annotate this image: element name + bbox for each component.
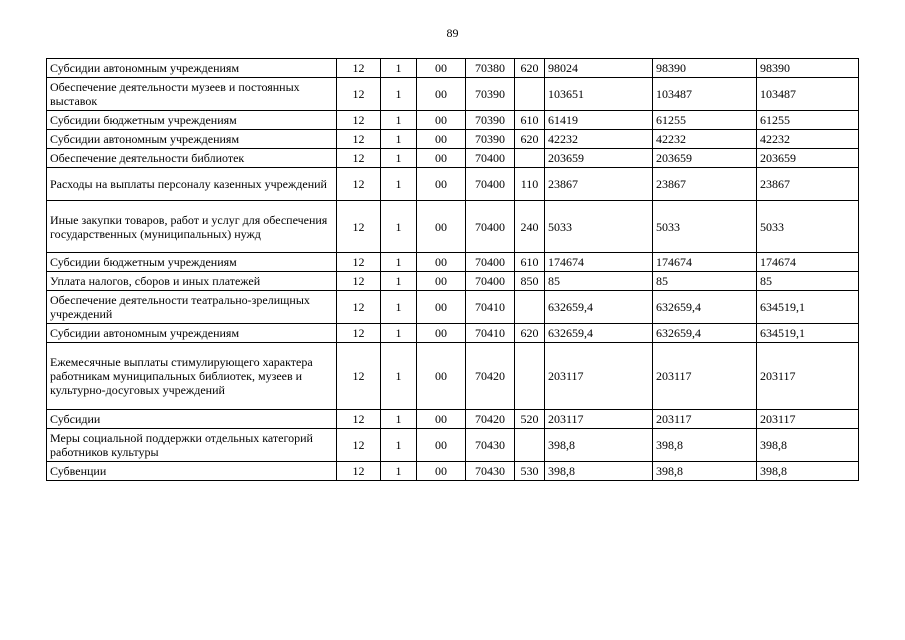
expense-type-code [515, 429, 545, 462]
amount-3: 98390 [757, 59, 859, 78]
amount-2: 85 [653, 272, 757, 291]
table-row [47, 462, 859, 481]
amount-3: 398,8 [757, 462, 859, 481]
target-code: 70400 [466, 149, 515, 168]
row-name: Уплата налогов, сборов и иных платежей [47, 272, 337, 291]
amount-3: 103487 [757, 78, 859, 111]
amount-2: 61255 [653, 111, 757, 130]
section-code: 12 [337, 343, 381, 410]
amount-2: 398,8 [653, 462, 757, 481]
expense-type-code: 620 [515, 130, 545, 149]
expense-type-code: 240 [515, 201, 545, 253]
subsection-code: 1 [381, 429, 417, 462]
table-row [47, 410, 859, 429]
target-code: 70400 [466, 168, 515, 201]
amount-3: 634519,1 [757, 291, 859, 324]
section-code: 12 [337, 462, 381, 481]
row-name: Субсидии бюджетным учреждениям [47, 253, 337, 272]
amount-3: 203117 [757, 343, 859, 410]
amount-3: 23867 [757, 168, 859, 201]
amount-2: 23867 [653, 168, 757, 201]
amount-1: 61419 [545, 111, 653, 130]
page-number: 89 [446, 26, 459, 40]
table-row [47, 291, 859, 324]
program-code: 00 [417, 410, 466, 429]
amount-3: 174674 [757, 253, 859, 272]
section-code: 12 [337, 130, 381, 149]
amount-2: 203659 [653, 149, 757, 168]
target-code: 70430 [466, 429, 515, 462]
program-code: 00 [417, 149, 466, 168]
subsection-code: 1 [381, 291, 417, 324]
program-code: 00 [417, 130, 466, 149]
row-name: Расходы на выплаты персоналу казенных учреждений [47, 168, 337, 201]
amount-1: 632659,4 [545, 324, 653, 343]
amount-1: 42232 [545, 130, 653, 149]
expense-type-code [515, 78, 545, 111]
program-code: 00 [417, 168, 466, 201]
amount-1: 103651 [545, 78, 653, 111]
target-code: 70380 [466, 59, 515, 78]
program-code: 00 [417, 59, 466, 78]
amount-2: 98390 [653, 59, 757, 78]
budget-table [46, 58, 859, 481]
program-code: 00 [417, 324, 466, 343]
subsection-code: 1 [381, 149, 417, 168]
expense-type-code: 520 [515, 410, 545, 429]
target-code: 70420 [466, 410, 515, 429]
section-code: 12 [337, 168, 381, 201]
expense-type-code: 620 [515, 324, 545, 343]
expense-type-code: 610 [515, 253, 545, 272]
amount-2: 632659,4 [653, 291, 757, 324]
target-code: 70390 [466, 78, 515, 111]
amount-3: 203659 [757, 149, 859, 168]
amount-2: 103487 [653, 78, 757, 111]
table-row [47, 343, 859, 410]
amount-1: 632659,4 [545, 291, 653, 324]
table-row [47, 111, 859, 130]
amount-3: 634519,1 [757, 324, 859, 343]
row-name: Субсидии бюджетным учреждениям [47, 111, 337, 130]
section-code: 12 [337, 149, 381, 168]
expense-type-code: 110 [515, 168, 545, 201]
subsection-code: 1 [381, 130, 417, 149]
table-row [47, 429, 859, 462]
section-code: 12 [337, 291, 381, 324]
target-code: 70430 [466, 462, 515, 481]
table-row [47, 272, 859, 291]
row-name: Субсидии автономным учреждениям [47, 324, 337, 343]
expense-type-code: 530 [515, 462, 545, 481]
subsection-code: 1 [381, 201, 417, 253]
section-code: 12 [337, 78, 381, 111]
program-code: 00 [417, 291, 466, 324]
amount-2: 174674 [653, 253, 757, 272]
amount-1: 398,8 [545, 429, 653, 462]
amount-1: 203659 [545, 149, 653, 168]
amount-3: 85 [757, 272, 859, 291]
table-row [47, 149, 859, 168]
amount-1: 174674 [545, 253, 653, 272]
target-code: 70390 [466, 130, 515, 149]
table-row [47, 78, 859, 111]
target-code: 70390 [466, 111, 515, 130]
expense-type-code: 610 [515, 111, 545, 130]
amount-2: 42232 [653, 130, 757, 149]
section-code: 12 [337, 272, 381, 291]
amount-1: 23867 [545, 168, 653, 201]
section-code: 12 [337, 59, 381, 78]
program-code: 00 [417, 111, 466, 130]
section-code: 12 [337, 410, 381, 429]
row-name: Субвенции [47, 462, 337, 481]
amount-2: 203117 [653, 343, 757, 410]
section-code: 12 [337, 324, 381, 343]
amount-3: 398,8 [757, 429, 859, 462]
row-name: Ежемесячные выплаты стимулирующего характера работникам муниципальных библиотек, музеев и культурно-досуговых учреждений [47, 343, 337, 410]
amount-3: 5033 [757, 201, 859, 253]
row-name: Обеспечение деятельности театрально-зрелищных учреждений [47, 291, 337, 324]
section-code: 12 [337, 253, 381, 272]
table-row [47, 59, 859, 78]
expense-type-code [515, 343, 545, 410]
amount-1: 398,8 [545, 462, 653, 481]
subsection-code: 1 [381, 253, 417, 272]
section-code: 12 [337, 201, 381, 253]
amount-1: 203117 [545, 343, 653, 410]
table-row [47, 168, 859, 201]
target-code: 70400 [466, 272, 515, 291]
subsection-code: 1 [381, 168, 417, 201]
program-code: 00 [417, 272, 466, 291]
expense-type-code: 850 [515, 272, 545, 291]
program-code: 00 [417, 343, 466, 410]
target-code: 70410 [466, 324, 515, 343]
amount-1: 85 [545, 272, 653, 291]
amount-2: 632659,4 [653, 324, 757, 343]
table-row [47, 130, 859, 149]
table-row [47, 324, 859, 343]
expense-type-code [515, 291, 545, 324]
expense-type-code [515, 149, 545, 168]
subsection-code: 1 [381, 111, 417, 130]
program-code: 00 [417, 429, 466, 462]
row-name: Иные закупки товаров, работ и услуг для обеспечения государственных (муниципальных) нужд [47, 201, 337, 253]
target-code: 70420 [466, 343, 515, 410]
amount-1: 203117 [545, 410, 653, 429]
subsection-code: 1 [381, 272, 417, 291]
row-name: Субсидии автономным учреждениям [47, 130, 337, 149]
amount-1: 5033 [545, 201, 653, 253]
target-code: 70400 [466, 253, 515, 272]
table-row [47, 201, 859, 253]
section-code: 12 [337, 429, 381, 462]
row-name: Меры социальной поддержки отдельных категорий работников культуры [47, 429, 337, 462]
subsection-code: 1 [381, 78, 417, 111]
amount-3: 42232 [757, 130, 859, 149]
amount-3: 61255 [757, 111, 859, 130]
amount-2: 5033 [653, 201, 757, 253]
section-code: 12 [337, 111, 381, 130]
row-name: Субсидии [47, 410, 337, 429]
table-row [47, 253, 859, 272]
amount-3: 203117 [757, 410, 859, 429]
subsection-code: 1 [381, 410, 417, 429]
amount-2: 203117 [653, 410, 757, 429]
subsection-code: 1 [381, 324, 417, 343]
amount-2: 398,8 [653, 429, 757, 462]
target-code: 70410 [466, 291, 515, 324]
program-code: 00 [417, 201, 466, 253]
row-name: Обеспечение деятельности музеев и постоянных выставок [47, 78, 337, 111]
program-code: 00 [417, 462, 466, 481]
subsection-code: 1 [381, 59, 417, 78]
subsection-code: 1 [381, 462, 417, 481]
target-code: 70400 [466, 201, 515, 253]
expense-type-code: 620 [515, 59, 545, 78]
row-name: Обеспечение деятельности библиотек [47, 149, 337, 168]
subsection-code: 1 [381, 343, 417, 410]
row-name: Субсидии автономным учреждениям [47, 59, 337, 78]
program-code: 00 [417, 78, 466, 111]
amount-1: 98024 [545, 59, 653, 78]
program-code: 00 [417, 253, 466, 272]
